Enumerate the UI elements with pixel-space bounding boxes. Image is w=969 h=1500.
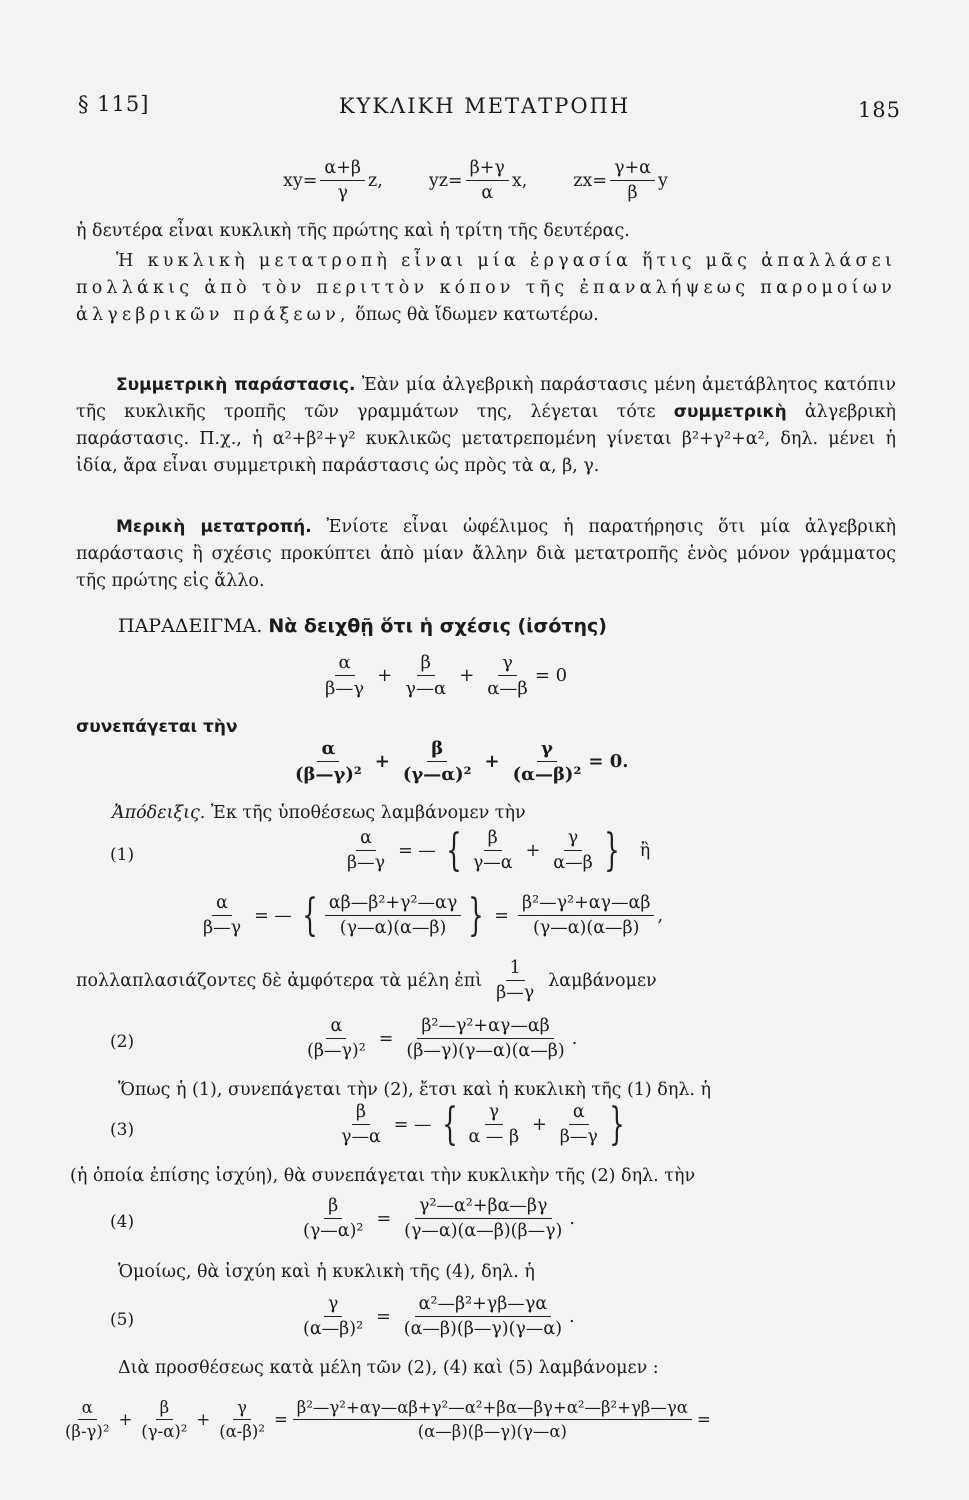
equation-1-expanded: $\frac{\alpha}{\beta—\gamma}$ = — { $\frac{\text{αβ—β²+γ²—αγ}}{(\gamma—\alpha)(\alpha—\beta)}$ } = $\frac{\text{β²—γ²+αγ—αβ}}{(\gamma—\alpha)(\alpha—\beta)}$ , <box>196 893 663 938</box>
eq1b-mid: $\frac{\text{αβ—β²+γ²—αγ}}{(\gamma—\alpha)(\alpha—\beta)}$ <box>325 893 461 938</box>
which-text: (ἡ ὁποία ἐπίσης ἰσχύη), θὰ συνεπάγεται τὴν κυκλικὴν τῆς (2) δηλ. τὴν <box>70 1166 696 1186</box>
eq-xy-lhs: xy= <box>283 170 318 191</box>
eq1-lhs: $\frac{\alpha}{\beta—\gamma}$ <box>347 828 386 873</box>
paragraph-cyclic-transform <box>76 248 896 329</box>
eq3-brace-frac-2: $\frac{\alpha}{\beta—\gamma}$ <box>559 1102 598 1147</box>
eq4-number: (4) <box>110 1212 135 1232</box>
goal-frac-2: $\frac{\beta}{\text{(γ—α)²}}$ <box>402 738 472 785</box>
eq1-number: (1) <box>110 845 135 865</box>
paragraph-rest: ὅπως θὰ ἴδωμεν κατωτέρω. <box>349 305 599 325</box>
proof-line <box>112 803 526 823</box>
eq-zx-fraction: $\frac{\gamma+\alpha}{\beta}$ <box>610 158 655 203</box>
eq1-tail: ἢ <box>639 840 651 861</box>
symmetric-text-2: ἀλγεβρικὴ παράστασις. Π.χ., ἡ α²+β²+γ² κυκλικῶς μετατρεπομένη γίνεται β²+γ²+α², δηλ. μένει ἡ ἰδία, ἄρα εἶναι συμμετρικὴ παράστασις ὡς πρὸς τὰ α, β, γ. <box>76 402 896 476</box>
final-frac-3: $\frac{\gamma}{\text{(α-β)²}}$ <box>219 1398 265 1441</box>
goal-rhs: = 0. <box>588 751 629 772</box>
spaced-text: Ἡ κυκλικὴ μετατροπὴ εἶναι μία ἐργασία ἥτις μᾶς ἀπαλλάσει πολλάκις ἀπὸ τὸν περιττὸν κόπον τῆς ἐπαναλήψεως παρομοίων ἀλγεβρικῶν πράξεων, <box>76 251 896 325</box>
final-frac-2: $\frac{\beta}{\text{(γ-α)²}}$ <box>141 1398 188 1441</box>
heading-partial: Μερικὴ μετατροπή. <box>116 517 312 537</box>
eq5-number: (5) <box>110 1310 135 1330</box>
multiply-text: πολλαπλασιάζοντες δὲ ἀμφότερα τὰ μέλη ἐπὶ <box>76 970 483 991</box>
hyp-frac-1: $\frac{\alpha}{\beta—\gamma}$ <box>325 652 365 699</box>
paragraph-partial <box>76 514 896 595</box>
as-text: Ὅπως ἡ (1), συνεπάγεται τὴν (2), ἔτσι καὶ ἡ κυκλικὴ τῆς (1) δηλ. ἡ <box>118 1080 712 1100</box>
eq4-lhs: $\frac{\beta}{\text{(γ—α)²}}$ <box>303 1196 364 1241</box>
equation-hypothesis: $\frac{\alpha}{\beta—\gamma}$ + $\frac{\beta}{\gamma—\alpha}$ + $\frac{\gamma}{\alpha—\beta}$ = 0 <box>318 652 567 699</box>
eq1b-tail: , <box>657 905 664 926</box>
eq3-number: (3) <box>110 1120 135 1140</box>
final-rhs: $\frac{\text{β²—γ²+αγ—αβ+γ²—α²+βα—βγ+α²—β²+γβ—γα}}{(\alpha—\beta)(\beta—\gamma)(\gamma—\alpha)}$ <box>293 1398 692 1441</box>
term-symmetric: συμμετρικὴ <box>673 402 787 422</box>
eq-zx-var: y <box>658 170 668 191</box>
hyp-frac-3: $\frac{\gamma}{\alpha—\beta}$ <box>487 652 528 699</box>
running-title: ΚΥΚΛΙΚΗ ΜΕΤΑΤΡΟΠΗ <box>338 94 631 118</box>
symmetric-text-1: Ἐὰν μία ἀλγεβρικὴ παράστασις μένη ἀμετάβλητος κατόπιν τῆς κυκλικῆς τροπῆς τῶν γραμμάτων της, λέγεται τότε <box>76 375 896 422</box>
eq4-tail: . <box>569 1208 575 1229</box>
eq1b-lhs: $\frac{\alpha}{\beta—\gamma}$ <box>203 893 242 938</box>
eq5-lhs: $\frac{\gamma}{\text{(α—β)²}}$ <box>303 1294 364 1339</box>
example-line <box>118 615 607 637</box>
section-marker: § 115] <box>78 92 150 116</box>
implies-text: συνεπάγεται τὴν <box>76 717 238 737</box>
goal-frac-1: $\frac{\alpha}{\text{(β—γ)²}}$ <box>295 738 362 785</box>
page-number: 185 <box>857 98 901 122</box>
heading-symmetric: Συμμετρικὴ παράστασις. <box>116 375 356 395</box>
equation-5: $\frac{\gamma}{\text{(α—β)²}}$ = $\frac{\text{α²—β²+γβ—γα}}{(\alpha—\beta)(\beta—\gamma)(\gamma—\alpha)}$ . <box>296 1294 575 1339</box>
eq1b-equals-minus: = — <box>254 905 292 926</box>
multiply-line <box>76 958 657 1003</box>
eq2-number: (2) <box>110 1032 135 1052</box>
eq2-rhs: $\frac{\text{β²—γ²+αγ—αβ}}{(\beta—\gamma)(\gamma—\alpha)(\alpha—\beta)}$ <box>406 1016 565 1061</box>
eq1b-rhs: $\frac{\text{β²—γ²+αγ—αβ}}{(\gamma—\alpha)(\alpha—\beta)}$ <box>518 893 654 938</box>
goal-frac-3: $\frac{\gamma}{\text{(α—β)²}}$ <box>512 738 582 785</box>
eq5-rhs: $\frac{\text{α²—β²+γβ—γα}}{(\alpha—\beta)(\beta—\gamma)(\gamma—\alpha)}$ <box>403 1294 563 1339</box>
proof-label: Ἀπόδειξις. <box>112 803 206 823</box>
eq-yz-var: x, <box>511 170 528 191</box>
eq-zx-lhs: zx= <box>573 170 608 191</box>
similarly-text: Ὁμοίως, θὰ ἰσχύη καὶ ἡ κυκλικὴ τῆς (4), δηλ. ἡ <box>118 1262 535 1282</box>
example-statement: Νὰ δειχθῇ ὅτι ἡ σχέσις (ἰσότης) <box>268 615 607 637</box>
eq1-brace-frac-2: $\frac{\gamma}{\alpha—\beta}$ <box>553 828 593 873</box>
partial-text: Ἐνίοτε εἶναι ὠφέλιμος ἡ παρατήρησις ὅτι μία ἀλγεβρικὴ παράστασις ἢ σχέσις προκύπτει ἀπὸ μίαν ἄλλην διὰ μετατροπῆς ἑνὸς μόνον γράμματος τῆς πρώτης εἰς ἄλλο. <box>76 517 896 591</box>
eq-xy-var: z, <box>368 170 383 191</box>
eq1-brace-frac-1: $\frac{\beta}{\gamma—\alpha}$ <box>472 828 513 873</box>
equation-4: $\frac{\beta}{\text{(γ—α)²}}$ = $\frac{\text{γ²—α²+βα—βγ}}{(\gamma—\alpha)(\alpha—\beta)(\beta—\gamma)}$ . <box>296 1196 575 1241</box>
cyclic-equations <box>283 158 668 203</box>
equation-goal: $\frac{\alpha}{\text{(β—γ)²}}$ + $\frac{\beta}{\text{(γ—α)²}}$ + $\frac{\gamma}{\text{(α—β)²}}$ = 0. <box>288 738 628 785</box>
paragraph-symmetric <box>76 372 896 480</box>
proof-text: Ἐκ τῆς ὑποθέσεως λαμβάνομεν τὴν <box>205 803 526 823</box>
eq-yz-fraction: $\frac{\beta+\gamma}{\alpha}$ <box>466 158 509 203</box>
eq-yz-lhs: yz= <box>428 170 463 191</box>
eq2-lhs: $\frac{\alpha}{\text{(β—γ)²}}$ <box>307 1016 366 1061</box>
eq3-lhs: $\frac{\beta}{\gamma—\alpha}$ <box>341 1102 381 1147</box>
equation-1: $\frac{\alpha}{\beta—\gamma}$ = — { $\frac{\beta}{\gamma—\alpha}$ + $\frac{\gamma}{\alpha—\beta}$ } ἢ <box>340 828 650 873</box>
example-label: ΠΑΡΑΔΕΙΓΜΑ. <box>118 615 263 637</box>
final-frac-1: $\frac{\alpha}{\text{(β-γ)²}}$ <box>65 1398 110 1441</box>
eq5-tail: . <box>569 1306 575 1327</box>
multiply-text-2: λαμβάνομεν <box>548 970 657 991</box>
eq2-tail: . <box>571 1028 578 1049</box>
hyp-frac-2: $\frac{\beta}{\gamma—\alpha}$ <box>405 652 447 699</box>
equation-2: $\frac{\alpha}{\text{(β—γ)²}}$ = $\frac{\text{β²—γ²+αγ—αβ}}{(\beta—\gamma)(\gamma—\alpha)(\alpha—\beta)}$ . <box>300 1016 577 1061</box>
final-tail: = <box>696 1410 711 1429</box>
equation-final: $\frac{\alpha}{\text{(β-γ)²}}$ + $\frac{\beta}{\text{(γ-α)²}}$ + $\frac{\gamma}{\text{(α-β)²}}$ = $\frac{\text{β²—γ²+αγ—αβ+γ²—α²+βα—βγ+α²—β²+γβ—γα}}{(\alpha—\beta)(\beta—\gamma)(\gamma—\alpha)}$ = <box>58 1398 713 1441</box>
multiply-factor: $\frac{1}{\beta—\gamma}$ <box>496 958 535 1003</box>
paragraph-cyclic-note: ἡ δευτέρα εἶναι κυκλικὴ τῆς πρώτης καὶ ἡ τρίτη τῆς δευτέρας. <box>76 221 630 241</box>
hyp-rhs: = 0 <box>534 665 568 686</box>
eq1-equals-minus: = — <box>398 840 436 861</box>
eq3-equals-minus: = — <box>393 1114 432 1135</box>
eq-xy-fraction: $\frac{\alpha+\beta}{\gamma}$ <box>320 158 365 203</box>
equation-3: $\frac{\beta}{\gamma—\alpha}$ = — { $\frac{\gamma}{\alpha — \beta}$ + $\frac{\alpha}{\beta—\gamma}$ } <box>334 1102 629 1147</box>
eq4-rhs: $\frac{\text{γ²—α²+βα—βγ}}{(\gamma—\alpha)(\alpha—\beta)(\beta—\gamma)}$ <box>404 1196 563 1241</box>
addition-text: Διὰ προσθέσεως κατὰ μέλη τῶν (2), (4) καὶ (5) λαμβάνομεν : <box>118 1358 659 1378</box>
eq3-brace-frac-1: $\frac{\gamma}{\alpha — \beta}$ <box>468 1102 520 1147</box>
